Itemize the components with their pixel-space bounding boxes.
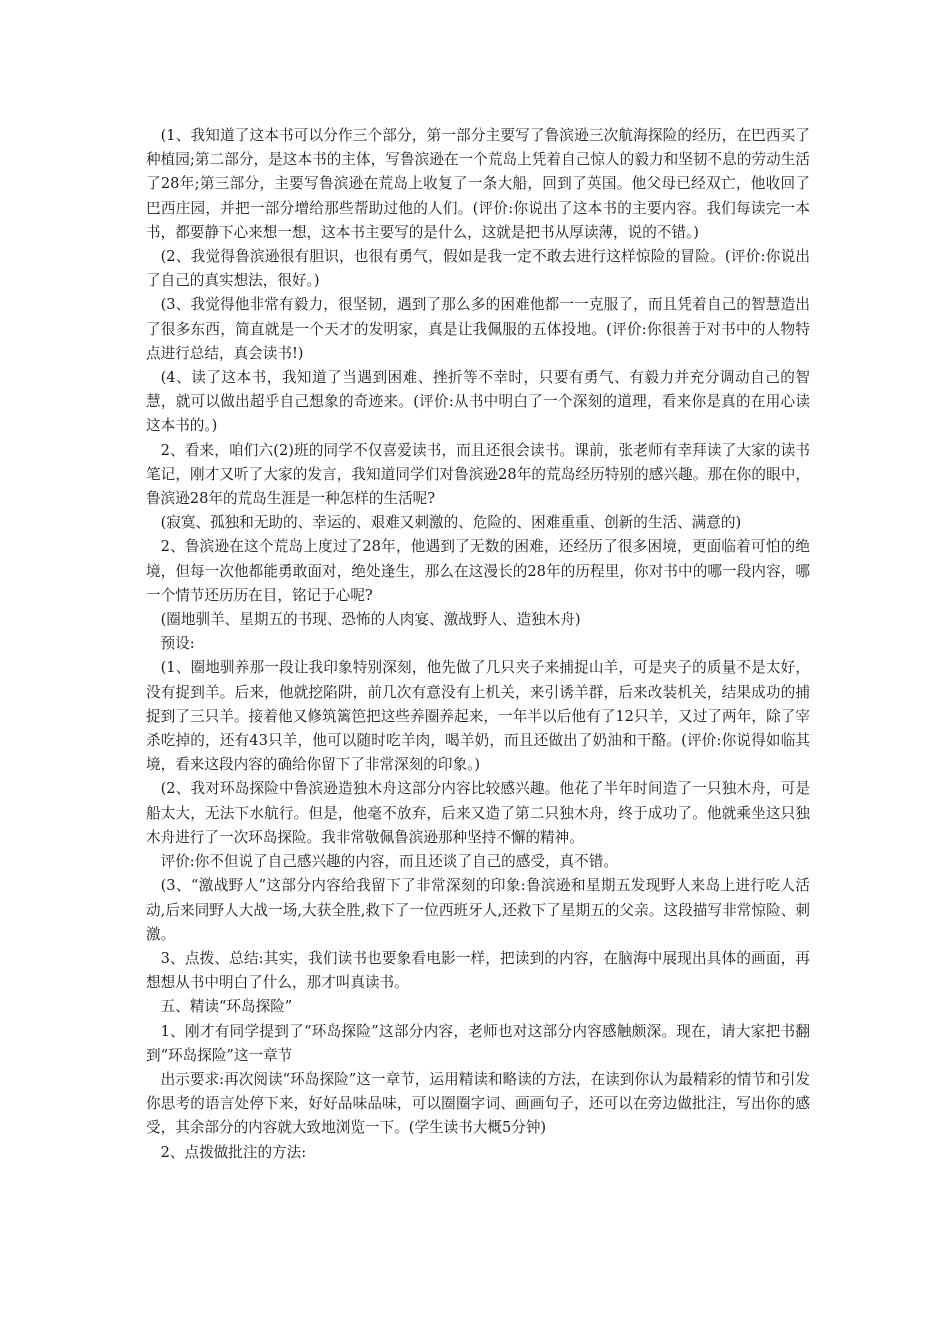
paragraph-preset-answer-2: (2、我对环岛探险中鲁滨逊造独木舟这部分内容比较感兴趣。他花了半年时间造了一只独木舟，可是船太大，无法下水航行。但是，他毫不放弃，后来又造了第二只独木舟，终于成功了。他就乘坐这只独木舟进行了一次环岛探险。我非常敬佩鲁滨逊那种坚持不懈的精神。 [146, 780, 810, 846]
paragraph-preset-answer-3: (3、“激战野人”这部分内容给我留下了非常深刻的印象:鲁滨逊和星期五发现野人来岛上进行吃人活动,后来同野人大战一场,大获全胜,救下了一位西班牙人,还救下了星期五的父亲。这段描写非常惊险、刺激。 [146, 877, 810, 943]
document-page [146, 124, 810, 1165]
paragraph-summary-answer-1: (1、我知道了这本书可以分作三个部分，第一部分主要写了鲁滨逊三次航海探险的经历，在巴西买了种植园;第二部分，是这本书的主体，写鲁滨逊在一个荒岛上凭着自己惊人的毅力和坚韧不息的劳动生活了28年;第三部分，主要写鲁滨逊在荒岛上收复了一条大船，回到了英国。他父母已经双亡，他收回了巴西庄园，并把一部分增给那些帮助过他的人们。(评价:你说出了这本书的主要内容。我们每读完一本书，都要静下心来想一想，这本书主要写的是什么，这就是把书从厚读薄，说的不错。) [146, 127, 810, 241]
paragraph-preset-answer-1: (1、圈地驯养那一段让我印象特别深刻，他先做了几只夹子来捕捉山羊，可是夹子的质量不是太好，没有捉到羊。后来，他就挖陷阱，前几次有意没有上机关，来引诱羊群，后来改装机关，结果成功的捕捉到了三只羊。接着他又修筑篱笆把这些养圈养起来，一年半以后他有了12只羊，又过了两年，除了宰杀吃掉的，还有43只羊，他可以随时吃羊肉，喝羊奶，而且还做出了奶油和干酪。(评价:你说得如临其境，看来这段内容的确给你留下了非常深刻的印象。) [146, 659, 810, 774]
paragraph-reading-requirements: 出示要求:再次阅读“环岛探险”这一章节，运用精读和略读的方法，在读到你认为最精彩的情节和引发你思考的语言处停下来，好好品味品味，可以圈圈字词、画画句子，还可以在旁边做批注，写出你的感受，其余部分的内容就大致地浏览一下。(学生读书大概5分钟) [146, 1070, 810, 1137]
paragraph-preset-label: 预设: [160, 635, 195, 653]
paragraph-teacher-question-2: 2、鲁滨逊在这个荒岛上度过了28年，他遇到了无数的困难，还经历了很多困境，更面临着可怕的绝境，但每一次他都能勇敢面对，绝处逢生，那么在这漫长的28年的历程里，你对书中的哪一段内容，哪一个情节还历历在目，铭记于心呢? [146, 538, 810, 604]
paragraph-step-2: 2、点拨做批注的方法: [160, 1143, 307, 1161]
paragraph-evaluation: 评价:你不但说了自己感兴趣的内容，而且还谈了自己的感受，真不错。 [160, 853, 618, 871]
paragraph-summary-answer-4: (4、读了这本书，我知道了当遇到困难、挫折等不幸时，只要有勇气、有毅力并充分调动自己的智慧，就可以做出超乎自己想象的奇迹来。(评价:从书中明白了一个深刻的道理，看来你是真的在用心读这本书的。) [146, 369, 810, 435]
paragraph-teacher-question-1: 2、看来，咱们六(2)班的同学不仅喜爱读书，而且还很会读书。课前，张老师有幸拜读了大家的读书笔记，刚才又听了大家的发言，我知道同学们对鲁滨逊28年的荒岛经历特别的感兴趣。那在你的眼中，鲁滨逊28年的荒岛生涯是一种怎样的生活呢? [146, 441, 810, 508]
paragraph-summary-guidance: 3、点拨、总结:其实，我们读书也要象看电影一样，把读到的内容，在脑海中展现出具体的画面，再想想从书中明白了什么，那才叫真读书。 [146, 949, 810, 992]
paragraph-step-1: 1、刚才有同学提到了“环岛探险”这部分内容，老师也对这部分内容感触颇深。现在，请大家把书翻到“环岛探险”这一章节 [146, 1022, 810, 1064]
paragraph-answer-keywords-2: (圈地驯羊、星期五的书现、恐怖的人肉宴、激战野人、造独木舟) [160, 611, 581, 629]
paragraph-summary-answer-3: (3、我觉得他非常有毅力，很坚韧，遇到了那么多的困难他都一一克服了，而且凭着自己的智慧造出了很多东西，简直就是一个天才的发明家，真是让我佩服的五体投地。(评价:你很善于对书中的人物特点进行总结，真会读书!) [146, 296, 810, 362]
paragraph-answer-keywords-1: (寂寞、孤独和无助的、幸运的、艰难又刺激的、危险的、困难重重、创新的生活、满意的) [160, 514, 742, 532]
paragraph-summary-answer-2: (2、我觉得鲁滨逊很有胆识，也很有勇气，假如是我一定不敢去进行这样惊险的冒险。(评价:你说出了自己的真实想法，很好。) [146, 248, 810, 290]
section-heading-intensive-reading: 五、精读“环岛探险” [160, 998, 293, 1016]
